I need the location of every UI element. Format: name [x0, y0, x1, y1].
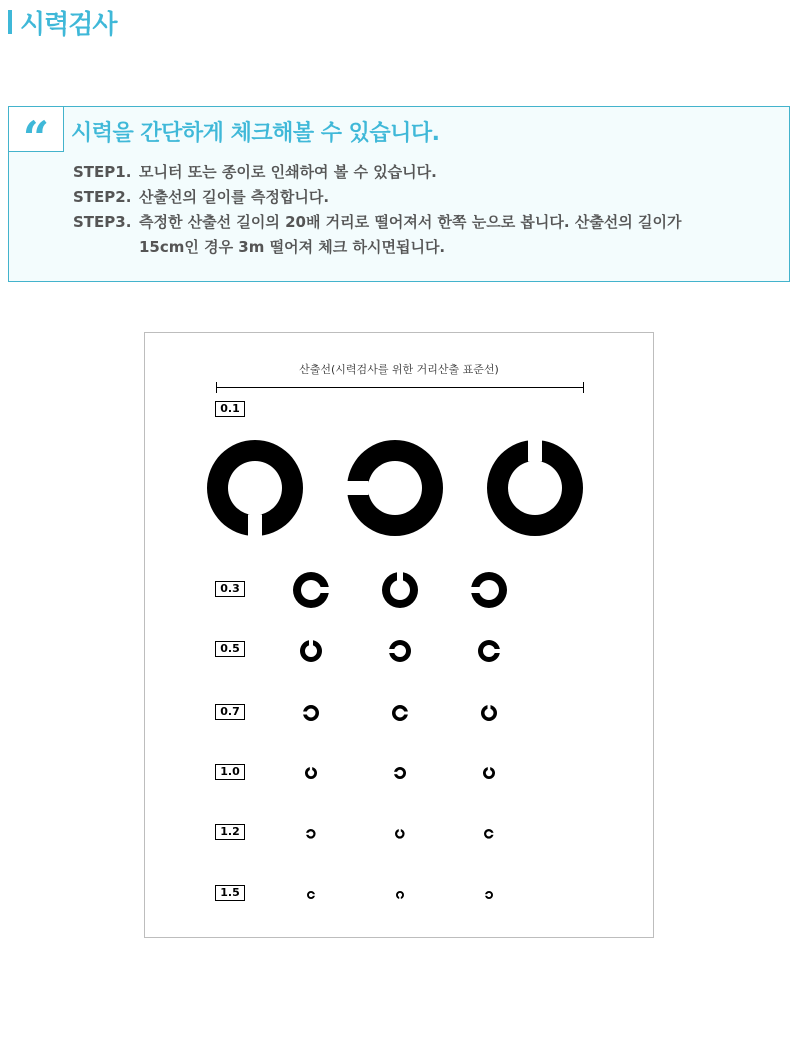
acuity-level-label: 0.7	[215, 704, 245, 720]
step-text: 측정한 산출선 길이의 20배 거리로 떨어져서 한쪽 눈으로 봅니다. 산출선의 길이가	[139, 213, 682, 231]
step-label: STEP1.	[73, 163, 132, 181]
landolt-ring	[485, 891, 493, 899]
measure-line-right-tick	[583, 382, 584, 393]
acuity-level-label: 1.5	[215, 885, 245, 901]
landolt-ring	[478, 640, 500, 662]
landolt-ring	[483, 767, 495, 779]
eye-chart	[144, 332, 654, 938]
landolt-ring	[347, 440, 443, 536]
step-1	[73, 160, 783, 185]
measure-line-label: 산출선(시력검사를 위한 거리산출 표준선)	[299, 363, 499, 376]
step-3-continuation: 15cm인 경우 3m 떨어져 체크 하시면됩니다.	[139, 238, 446, 256]
page-title: 시력검사	[20, 9, 117, 40]
step-2	[73, 185, 783, 210]
landolt-ring	[306, 829, 316, 839]
landolt-ring	[481, 705, 497, 721]
landolt-ring	[396, 891, 404, 899]
measure-line-left-tick	[216, 382, 217, 393]
acuity-level-label: 1.2	[215, 824, 245, 840]
page-header	[8, 4, 116, 40]
landolt-ring	[484, 829, 494, 839]
landolt-ring	[395, 829, 405, 839]
landolt-ring	[305, 767, 317, 779]
step-text: 모니터 또는 종이로 인쇄하여 볼 수 있습니다.	[139, 163, 437, 181]
landolt-ring	[293, 572, 329, 608]
acuity-level-label: 0.5	[215, 641, 245, 657]
acuity-level-label: 0.1	[215, 401, 245, 417]
step-label: STEP2.	[73, 188, 132, 206]
instructions-box	[8, 106, 790, 282]
acuity-level-label: 1.0	[215, 764, 245, 780]
landolt-ring	[394, 767, 406, 779]
landolt-ring	[389, 640, 411, 662]
title-accent-bar	[8, 10, 12, 34]
landolt-ring	[487, 440, 583, 536]
acuity-level-label: 0.3	[215, 581, 245, 597]
landolt-ring	[300, 640, 322, 662]
quote-icon: “	[8, 106, 64, 152]
landolt-ring	[303, 705, 319, 721]
step-text: 산출선의 길이를 측정합니다.	[139, 188, 330, 206]
landolt-ring	[382, 572, 418, 608]
landolt-ring	[307, 891, 315, 899]
step-label: STEP3.	[73, 213, 132, 231]
landolt-ring	[207, 440, 303, 536]
measure-line	[216, 387, 584, 388]
landolt-ring	[392, 705, 408, 721]
instructions-headline: 시력을 간단하게 체크해볼 수 있습니다.	[71, 121, 440, 146]
step-3	[73, 210, 783, 235]
landolt-ring	[471, 572, 507, 608]
step-list	[73, 160, 783, 260]
